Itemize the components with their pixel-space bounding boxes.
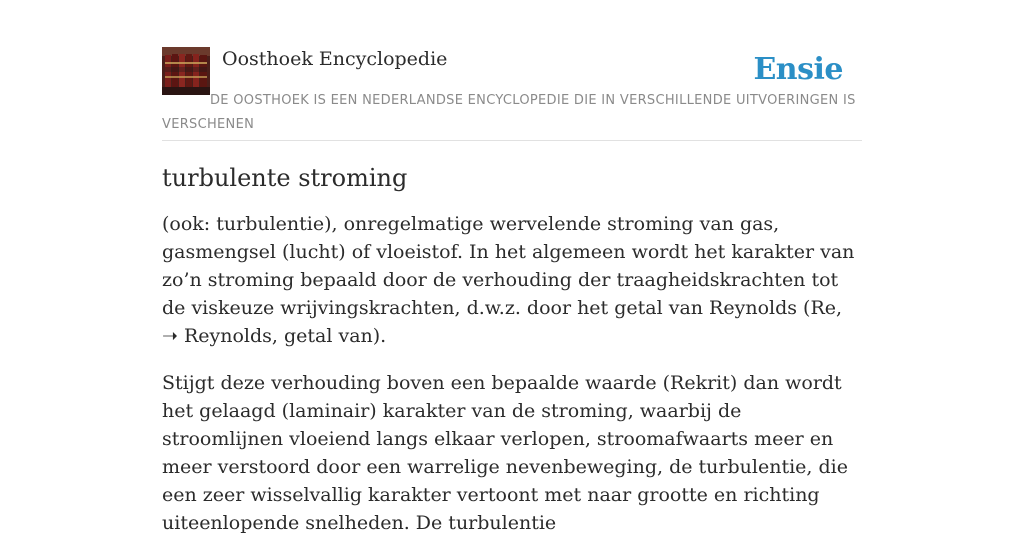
encyclopedia-books-avatar-icon[interactable]: [162, 47, 210, 95]
article: [162, 160, 862, 556]
site-header: [162, 46, 862, 141]
article-paragraph: Stijgt deze verhouding boven een bepaalde waarde (Rekrit) dan wordt het gelaagd (laminair) karakter van de stroming, waarbij de stroomlijnen vloeiend langs elkaar verlopen, stroomafwaarts meer en meer verstoord door een warrelige nevenbeweging, de turbulentie, die een zeer wisselvallig karakter vertoont met naar grootte en richting uiteenlopende snelheden. De turbulentie: [162, 372, 848, 534]
site-tagline: DE OOSTHOEK IS EEN NEDERLANDSE ENCYCLOPEDIE DIE IN VERSCHILLENDE UITVOERINGEN IS VERSCHENEN: [162, 93, 856, 132]
article-title: turbulente stroming: [162, 164, 408, 192]
site-name[interactable]: Oosthoek Encyclopedie: [222, 48, 448, 70]
article-paragraph: (ook: turbulentie), onregelmatige wervelende stroming van gas, gasmengsel (lucht) of vloeistof. In het algemeen wordt het karakter van zo’n stroming bepaald door de verhouding der traagheidskrachten tot de viskeuze wrijvingskrachten, d.w.z. door het getal van Reynolds (Re, ➝ Reynolds, getal van).: [162, 213, 855, 347]
brand-logo[interactable]: Ensie: [753, 52, 843, 87]
